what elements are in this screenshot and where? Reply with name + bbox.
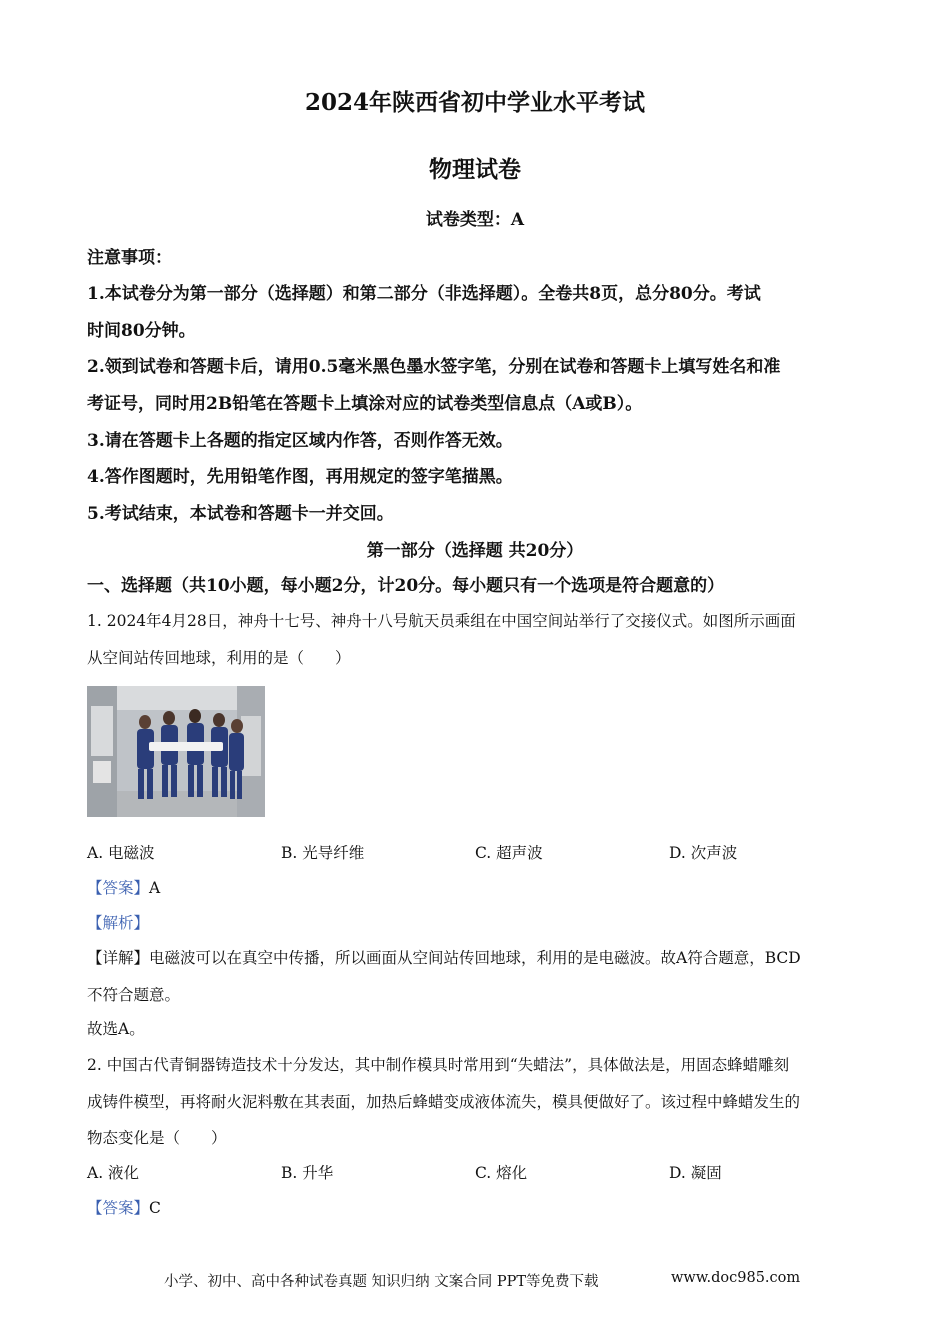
answer-tag: 【答案】 [87,879,150,897]
note-line: 4.答作图题时，先用铅笔作图，再用规定的签字笔描黑。 [87,467,513,487]
answer-tag: 【答案】 [87,1199,150,1217]
q2-option-c: C. 熔化 [475,1164,528,1182]
q2-answer [87,1196,161,1218]
q1-option-d: D. 次声波 [669,844,738,862]
q2-option-d: D. 凝固 [669,1164,722,1182]
note-line: 1.本试卷分为第一部分（选择题）和第二部分（非选择题）。全卷共8页，总分80分。考试 [87,284,761,304]
exam-subtitle: 物理试卷 [429,156,521,183]
note-line: 3.请在答题卡上各题的指定区域内作答，否则作答无效。 [87,431,513,451]
question-1-line: 从空间站传回地球，利用的是（ ） [87,649,351,667]
exam-title: 2024年陕西省初中学业水平考试 [304,89,645,116]
note-line: 2.领到试卷和答题卡后，请用0.5毫米黑色墨水签字笔，分别在试卷和答题卡上填写姓名和准 [87,357,781,377]
astronauts-image [87,686,265,817]
footer-text: 小学、初中、高中各种试卷真题 知识归纳 文案合同 PPT等免费下载 [164,1274,599,1290]
q1-detail-line: 不符合题意。 [87,986,181,1004]
question-2-line: 成铸件模型，再将耐火泥料敷在其表面，加热后蜂蜡变成液体流失，模具便做好了。该过程中蜂蜡发生的 [87,1093,801,1111]
note-line: 5.考试结束，本试卷和答题卡一并交回。 [87,504,394,524]
question-1-line: 1. 2024年4月28日，神舟十七号、神舟十八号航天员乘组在中国空间站举行了交接仪式。如图所示画面 [87,612,796,630]
section-heading: 一、选择题（共10小题，每小题2分，计20分。每小题只有一个选项是符合题意的） [87,576,725,596]
q1-option-a: A. 电磁波 [87,844,155,862]
paper-type: 试卷类型：A [425,210,525,230]
space-station-photo [87,686,265,817]
footer-link[interactable]: www.doc985.com [671,1270,801,1286]
question-2-line: 物态变化是（ ） [87,1129,227,1147]
notes-heading: 注意事项： [87,248,172,268]
note-line: 考证号，同时用2B铅笔在答题卡上填涂对应的试卷类型信息点（A或B）。 [87,394,643,414]
q1-analysis [87,911,149,933]
q1-option-b: B. 光导纤维 [281,844,365,862]
question-2-line: 2. 中国古代青铜器铸造技术十分发达，其中制作模具时常用到“失蜡法”，具体做法是，用固态蜂蜡雕刻 [87,1056,790,1074]
analysis-tag: 【解析】 [87,914,150,932]
answer-value: A [149,879,161,897]
q1-option-c: C. 超声波 [475,844,543,862]
note-line: 时间80分钟。 [87,321,196,341]
q2-option-a: A. 液化 [87,1164,140,1182]
answer-value: C [149,1199,161,1217]
part1-heading: 第一部分（选择题 共20分） [366,541,584,561]
q1-detail-line: 【详解】电磁波可以在真空中传播，所以画面从空间站传回地球，利用的是电磁波。故A符合题意，BCD [87,949,801,967]
q1-detail-line: 故选A。 [87,1020,145,1038]
q1-answer [87,876,160,898]
q2-option-b: B. 升华 [281,1164,334,1182]
